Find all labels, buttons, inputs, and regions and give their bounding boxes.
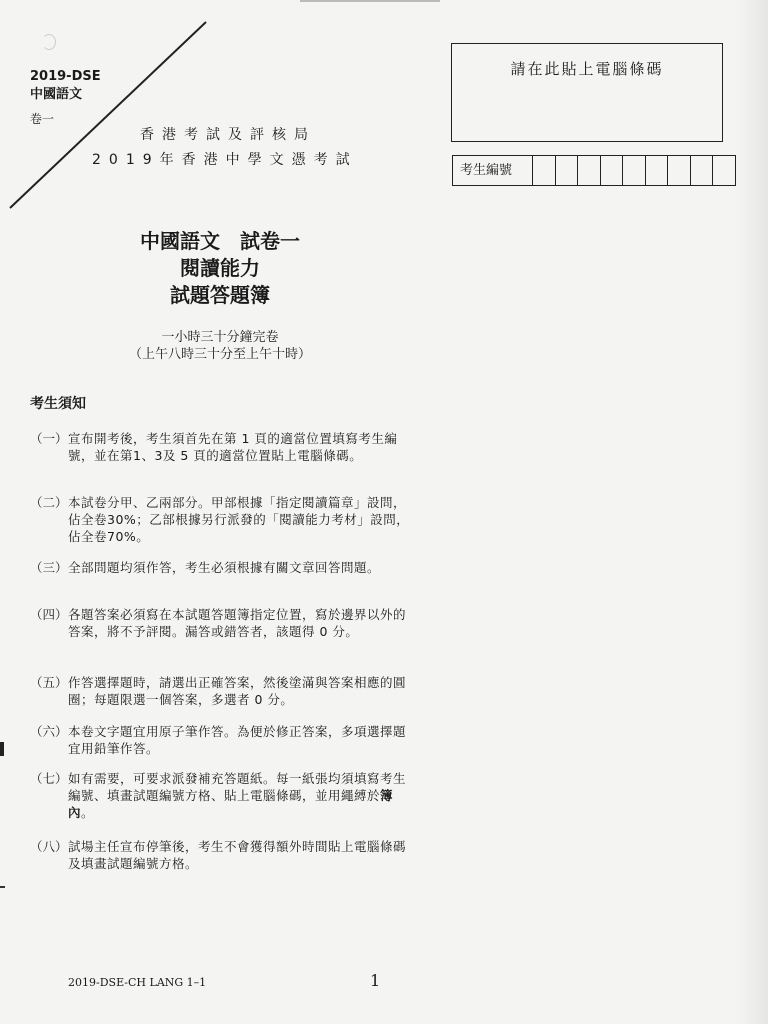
notice-heading: 考生須知: [30, 396, 86, 412]
instruction-text: 試場主任宣布停筆後，考生不會獲得額外時間貼上電腦條碼及填畫試題編號方格。: [68, 839, 407, 871]
exam-code: 2019-DSE: [30, 69, 101, 84]
instruction-2: [30, 494, 410, 545]
instruction-number: （八）: [30, 839, 68, 854]
instruction-text: 作答選擇題時，請選出正確答案，然後塗滿與答案相應的圓圈；每題限選一個答案，多選者 0 分。: [68, 675, 407, 707]
instruction-7: [30, 770, 410, 821]
paper-number: 卷一: [30, 112, 55, 126]
title-line-2: 閱讀能力: [180, 256, 260, 280]
instruction-text: 本試卷分甲、乙兩部分。甲部根據「指定閱讀篇章」設問，佔全卷30%；乙部根據另行派發的「閱讀能力考材」設問，佔全卷70%。: [68, 495, 410, 544]
instruction-number: （二）: [30, 495, 68, 510]
instruction-number: （一）: [30, 431, 68, 446]
candidate-digit-box[interactable]: [601, 156, 624, 185]
title-line-1: 中國語文 試卷一: [140, 229, 300, 253]
candidate-number-field: [452, 155, 736, 186]
paper-title: [100, 228, 340, 309]
exam-title: 2019年香港中學文憑考試: [92, 152, 358, 168]
candidate-number-label: 考生編號: [453, 156, 533, 185]
page-number: 1: [370, 971, 381, 990]
instruction-text-part: 如有需要，可要求派發補充答題紙。每一紙張均須填寫考生編號、填畫試題編號方格、貼上電腦條碼，並用繩縛於: [68, 771, 407, 803]
candidate-digit-box[interactable]: [578, 156, 601, 185]
candidate-digit-box[interactable]: [668, 156, 691, 185]
scan-mark-left: [0, 886, 5, 888]
instruction-1: [30, 430, 410, 464]
candidate-digit-box[interactable]: [646, 156, 669, 185]
instruction-text: 宣布開考後，考生須首先在第 1 頁的適當位置填寫考生編號，並在第1、3及 5 頁的適當位置貼上電腦條碼。: [68, 431, 398, 463]
footer-code: 2019-DSE-CH LANG 1–1: [68, 976, 207, 989]
instruction-5: [30, 674, 410, 708]
title-line-3: 試題答題簿: [170, 283, 270, 307]
instruction-text-bold: 簿內: [68, 788, 394, 820]
candidate-digit-box[interactable]: [713, 156, 735, 185]
candidate-digit-box[interactable]: [556, 156, 579, 185]
instruction-number: （三）: [30, 560, 68, 575]
candidate-digit-box[interactable]: [623, 156, 646, 185]
instruction-6: [30, 723, 410, 757]
instruction-text: 全部問題均須作答，考生必須根據有關文章回答問題。: [68, 560, 381, 575]
instruction-text-part: 。: [81, 805, 95, 820]
instruction-number: （五）: [30, 675, 68, 690]
paper-code: [30, 68, 101, 104]
instruction-3: [30, 559, 410, 576]
barcode-label: 請在此貼上電腦條碼: [510, 60, 664, 78]
duration-line-1: 一小時三十分鐘完卷: [161, 330, 279, 345]
instruction-text: 本卷文字題宜用原子筆作答。為便於修正答案，多項選擇題宜用鉛筆作答。: [68, 724, 407, 756]
instruction-number: （七）: [30, 771, 68, 786]
scan-mark-top: [300, 0, 440, 2]
barcode-box: [451, 43, 723, 142]
candidate-digit-box[interactable]: [533, 156, 556, 185]
instruction-number: （四）: [30, 607, 68, 622]
scan-mark-left: [0, 742, 4, 756]
instruction-text: [68, 770, 410, 821]
instruction-number: （六）: [30, 724, 68, 739]
instruction-text: 各題答案必須寫在本試題答題簿指定位置，寫於邊界以外的答案，將不予評閱。漏答或錯答者，該題得 0 分。: [68, 607, 407, 639]
duration: [100, 329, 340, 363]
candidate-digit-box[interactable]: [691, 156, 714, 185]
scan-edge-shadow: [738, 0, 768, 1024]
subject-name: 中國語文: [30, 87, 83, 102]
authority-name: 香港考試及評核局: [140, 127, 316, 143]
instruction-8: [30, 838, 410, 872]
duration-line-2: （上午八時三十分至上午十時）: [128, 347, 311, 362]
instruction-4: [30, 606, 410, 640]
